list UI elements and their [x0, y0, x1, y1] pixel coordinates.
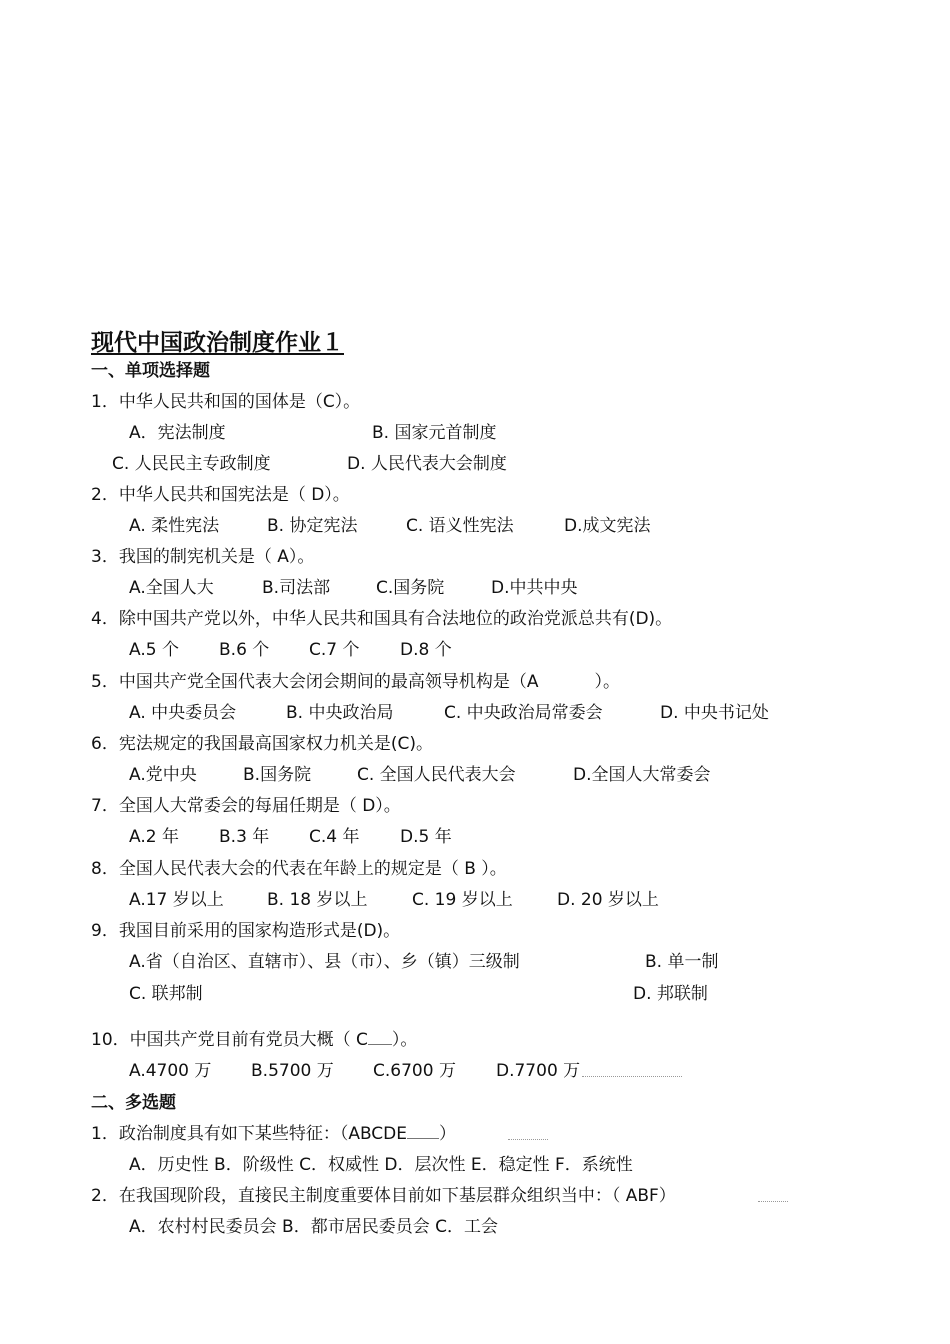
question-3: 3．我国的制宪机关是（ A）。: [91, 547, 315, 567]
q10-option-b: B.5700 万: [251, 1061, 334, 1081]
q2-option-b: B. 协定宪法: [267, 516, 358, 536]
q7-option-b: B.3 年: [219, 827, 270, 847]
question-10-text: 10．中国共产党目前有党员大概（ C: [91, 1030, 368, 1050]
q8-option-c: C. 19 岁以上: [412, 890, 513, 910]
q1-option-d: D. 人民代表大会制度: [347, 454, 507, 474]
question-5: [91, 672, 620, 692]
page-title: 现代中国政治制度作业１: [91, 330, 344, 356]
multi-question-2: 2．在我国现阶段，直接民主制度重要体目前如下基层群众组织当中：（ ABF）: [91, 1186, 676, 1206]
dotted-leader: [582, 1076, 682, 1077]
q9-option-a: A.省（自治区、直辖市）、县（市）、乡（镇）三级制: [129, 952, 520, 972]
q6-option-c: C. 全国人民代表大会: [357, 765, 516, 785]
q8-option-d: D. 20 岁以上: [557, 890, 659, 910]
section-multiple-choice: 二、多选题: [91, 1093, 176, 1113]
section-single-choice: 一、单项选择题: [91, 361, 210, 381]
q7-option-c: C.4 年: [309, 827, 360, 847]
q4-option-b: B.6 个: [219, 640, 270, 660]
q2-option-a: A. 柔性宪法: [129, 516, 220, 536]
question-2: 2．中华人民共和国宪法是（ D）。: [91, 485, 350, 505]
question-10-end: ）。: [391, 1030, 418, 1050]
q5-option-a: A. 中央委员会: [129, 703, 237, 723]
q8-option-b: B. 18 岁以上: [267, 890, 368, 910]
question-1: 1．中华人民共和国的国体是（C）。: [91, 392, 361, 412]
question-6: 6．宪法规定的我国最高国家权力机关是(C)。: [91, 734, 433, 754]
q3-option-d: D.中共中央: [491, 578, 578, 598]
q9-option-b: B. 单一制: [645, 952, 719, 972]
answer-underline: [407, 1124, 439, 1139]
q3-option-c: C.国务院: [376, 578, 445, 598]
multi-question-1-end: ）: [439, 1124, 457, 1144]
q4-option-c: C.7 个: [309, 640, 360, 660]
dotted-leader: [508, 1139, 548, 1140]
dotted-leader: [758, 1201, 788, 1202]
q3-option-a: A.全国人大: [129, 578, 214, 598]
q7-option-a: A.2 年: [129, 827, 179, 847]
question-5-end: ）。: [594, 672, 620, 692]
question-4: 4．除中国共产党以外，中华人民共和国具有合法地位的政治党派总共有(D)。: [91, 609, 673, 629]
q9-option-d: D. 邦联制: [633, 984, 708, 1004]
q8-option-a: A.17 岁以上: [129, 890, 224, 910]
question-9: 9．我国目前采用的国家构造形式是(D)。: [91, 921, 401, 941]
multi-question-1-text: 1．政治制度具有如下某些特征：（ABCDE: [91, 1124, 408, 1144]
q3-option-b: B.司法部: [262, 578, 331, 598]
question-10: [91, 1030, 417, 1050]
q2-option-d: D.成文宪法: [564, 516, 651, 536]
question-8: 8．全国人民代表大会的代表在年龄上的规定是（ B ）。: [91, 859, 507, 879]
q4-option-d: D.8 个: [400, 640, 452, 660]
q6-option-a: A.党中央: [129, 765, 197, 785]
q9-option-c: C. 联邦制: [129, 984, 203, 1004]
q10-option-c: C.6700 万: [373, 1061, 456, 1081]
multi-question-1-options: A．历史性 B．阶级性 C．权威性 D．层次性 E．稳定性 F．系统性: [129, 1155, 633, 1175]
question-5-text: 5．中国共产党全国代表大会闭会期间的最高领导机构是（A: [91, 672, 539, 692]
q5-option-c: C. 中央政治局常委会: [444, 703, 603, 723]
q6-option-b: B.国务院: [243, 765, 312, 785]
multi-question-1: [91, 1124, 456, 1144]
q1-option-c: C. 人民民主专政制度: [112, 454, 271, 474]
q6-option-d: D.全国人大常委会: [573, 765, 711, 785]
q5-option-d: D. 中央书记处: [660, 703, 769, 723]
q10-option-a: A.4700 万: [129, 1061, 212, 1081]
q10-option-d: D.7700 万: [496, 1061, 581, 1081]
q5-option-b: B. 中央政治局: [286, 703, 394, 723]
q7-option-d: D.5 年: [400, 827, 452, 847]
q2-option-c: C. 语义性宪法: [406, 516, 514, 536]
q4-option-a: A.5 个: [129, 640, 179, 660]
multi-question-2-options: A．农村村民委员会 B．都市居民委员会 C．工会: [129, 1217, 498, 1237]
question-7: 7．全国人大常委会的每届任期是（ D）。: [91, 796, 401, 816]
q1-option-a: A．宪法制度: [129, 423, 226, 443]
q1-option-b: B. 国家元首制度: [372, 423, 497, 443]
answer-underline: [368, 1030, 392, 1045]
